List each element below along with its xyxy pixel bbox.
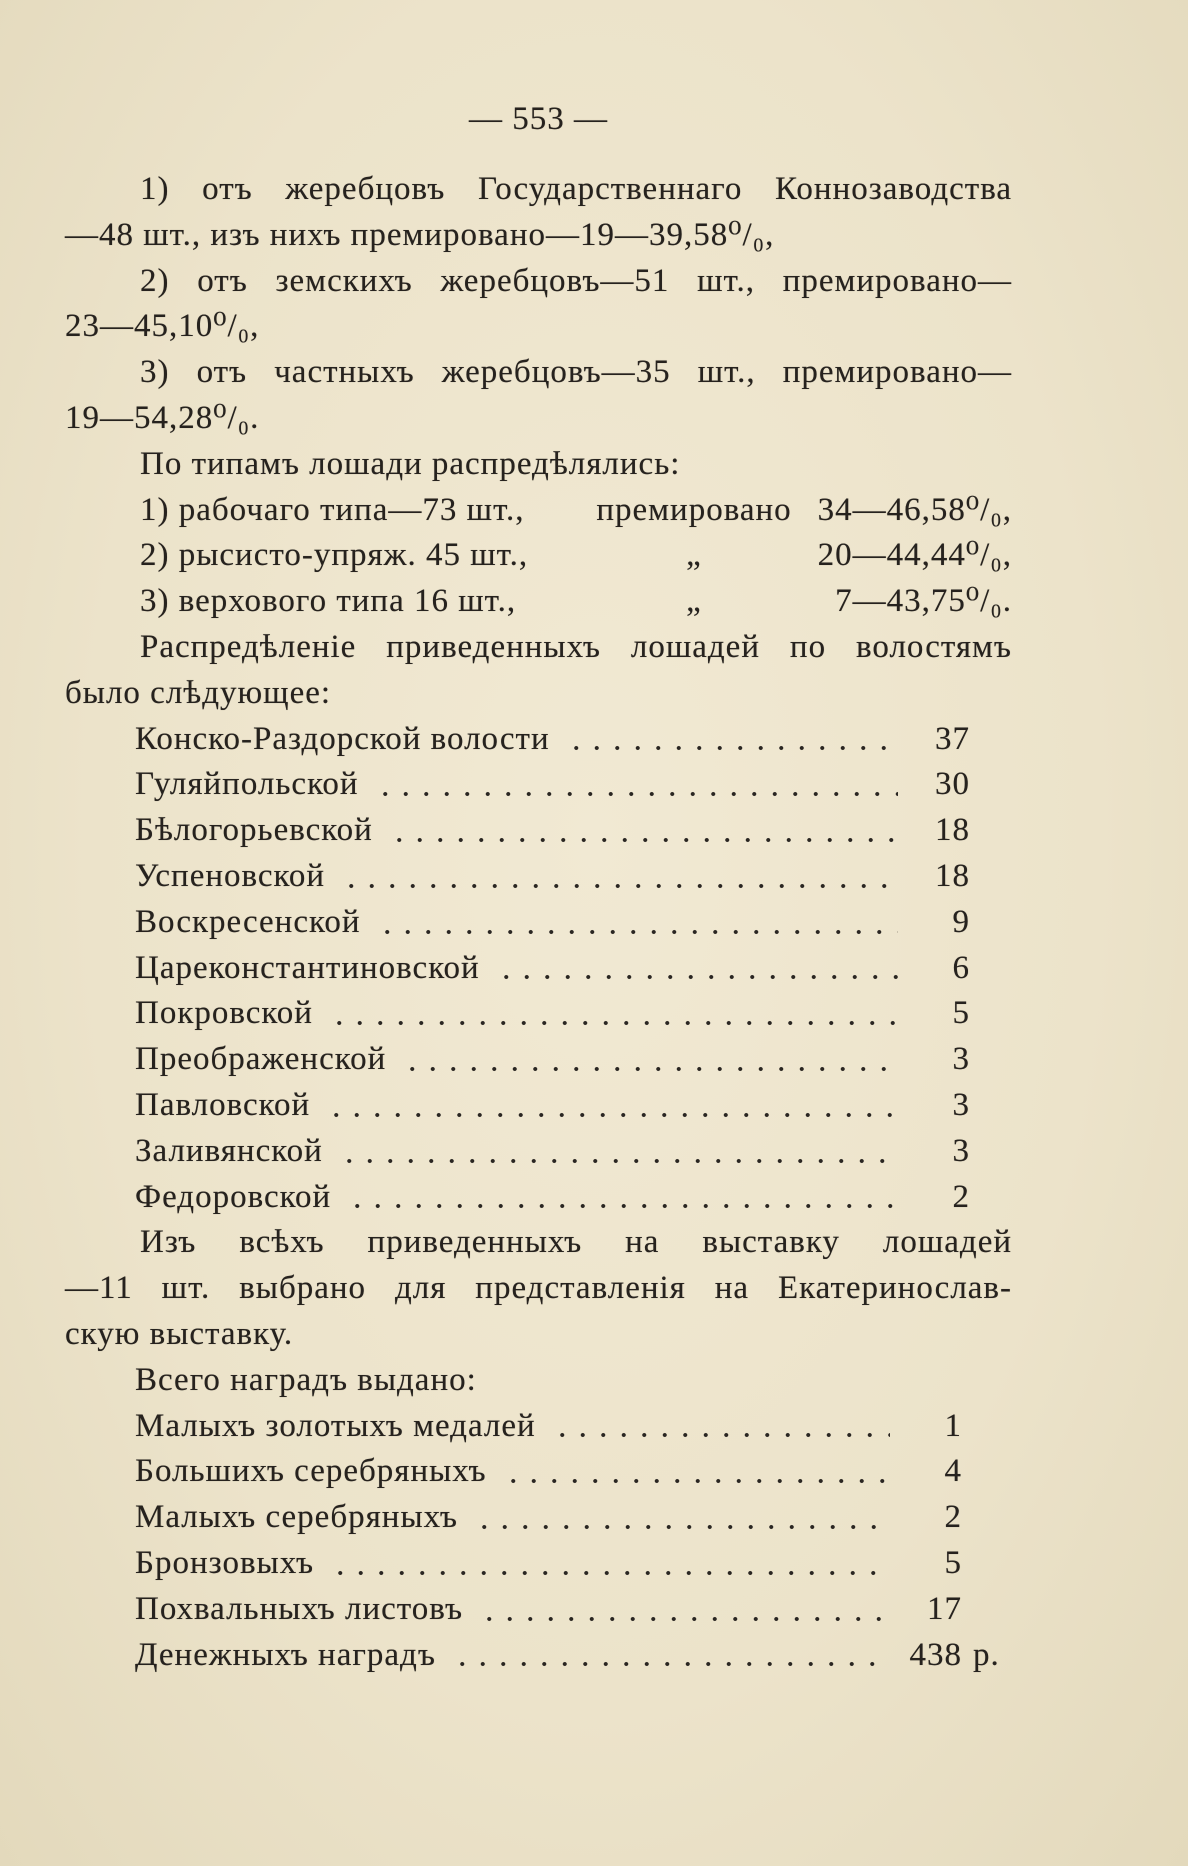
types-row-label: 3) верхового типа 16 шт., <box>140 583 517 620</box>
dot-leader <box>343 1175 898 1221</box>
types-row-label: 2) рысисто-упряж. 45 шт., <box>140 537 529 574</box>
dot-leader <box>562 717 898 763</box>
award-count: 4 <box>944 1453 962 1490</box>
volost-count: 9 <box>952 903 970 940</box>
award-amount <box>890 1633 1000 1679</box>
volost-name: Павловской <box>135 1086 311 1123</box>
page-body <box>65 167 1012 1678</box>
currency-unit: р. <box>973 1636 1000 1673</box>
types-row-ditto-mark: „ <box>686 537 702 574</box>
types-row-middle: премировано <box>596 491 792 528</box>
volost-count: 5 <box>952 995 970 1032</box>
dot-leader <box>385 808 898 854</box>
volost-name: Федоровской <box>135 1178 332 1215</box>
volost-name: Покровской <box>135 995 313 1032</box>
dot-leader <box>335 1129 898 1175</box>
stallions-1-line1: 1) отъ жеребцовъ Государственнаго Коннозаводства <box>140 171 1012 207</box>
award-count: 438 <box>909 1636 962 1673</box>
types-row-label: 1) рабочаго типа—73 шт., <box>140 491 525 528</box>
dot-leader <box>499 1449 890 1495</box>
dot-leader <box>322 1083 898 1129</box>
volost-count: 3 <box>952 1132 970 1169</box>
selection-line1: Изъ всѣхъ приведенныхъ на выставку лошадей <box>140 1224 1012 1261</box>
dot-leader <box>470 1495 890 1541</box>
award-name: Похвальныхъ листовъ <box>135 1590 464 1627</box>
award-count: 2 <box>944 1499 962 1536</box>
volost-name: Гуляйпольской <box>135 766 359 803</box>
volost-name: Цареконстантиновской <box>135 949 480 986</box>
volost-row <box>135 808 970 854</box>
award-name: Малыхъ золотыхъ медалей <box>135 1407 536 1444</box>
award-name: Бронзовыхъ <box>135 1544 315 1581</box>
types-row-value: 7—43,75⁰/₀. <box>835 583 1012 620</box>
dot-leader <box>326 1541 890 1587</box>
selection-line3: скую выставку. <box>65 1315 294 1352</box>
volost-row <box>135 900 970 946</box>
volost-count: 2 <box>952 1178 970 1215</box>
page-number: — 553 — <box>469 101 608 137</box>
volost-row <box>135 1175 970 1221</box>
selection-line2: —11 шт. выбрано для представленія на Екатеринослав- <box>65 1270 1012 1307</box>
types-heading: По типамъ лошади распредѣлялись: <box>140 445 681 482</box>
award-name: Малыхъ серебряныхъ <box>135 1499 458 1536</box>
volost-list <box>65 717 1012 1221</box>
volost-count: 3 <box>952 1041 970 1078</box>
volost-name: Воскресенской <box>135 903 361 940</box>
volost-count: 30 <box>935 766 970 803</box>
volost-name: Конско-Раздорской волости <box>135 720 550 757</box>
stallions-2-line2: 23—45,10⁰/₀, <box>65 308 260 345</box>
volosts-intro-line1: Распредѣленіе приведенныхъ лошадей по волостямъ <box>140 628 1012 665</box>
volost-row <box>135 854 970 900</box>
award-count: 17 <box>927 1590 962 1627</box>
award-row <box>135 1587 962 1633</box>
dot-leader <box>475 1587 890 1633</box>
awards-heading: Всего наградъ выдано: <box>135 1361 477 1398</box>
volost-name: Успеновской <box>135 857 326 894</box>
stallions-1-line2: —48 шт., изъ нихъ премировано—19—39,58⁰/₀, <box>65 216 775 253</box>
volost-name: Бѣлогорьевской <box>135 812 373 849</box>
dot-leader <box>371 762 898 808</box>
volost-row <box>135 717 970 763</box>
volosts-intro-line2: было слѣдующее: <box>65 674 332 711</box>
volost-count: 37 <box>935 720 970 757</box>
types-row-value: 34—46,58⁰/₀, <box>817 491 1012 528</box>
dot-leader <box>337 854 898 900</box>
dot-leader <box>325 991 898 1037</box>
award-row <box>135 1404 962 1450</box>
dot-leader <box>448 1633 890 1679</box>
types-row <box>65 488 1012 534</box>
volost-row <box>135 1083 970 1129</box>
award-row <box>135 1541 962 1587</box>
awards-list <box>65 1404 1012 1679</box>
award-row <box>135 1495 962 1541</box>
volost-name: Заливянской <box>135 1132 323 1169</box>
volost-row <box>135 946 970 992</box>
stallions-3-line2: 19—54,28⁰/₀. <box>65 399 260 436</box>
volost-row <box>135 1037 970 1083</box>
volost-row <box>135 1129 970 1175</box>
dot-leader <box>492 946 898 992</box>
award-name: Денежныхъ наградъ <box>135 1636 436 1673</box>
stallions-2-line1: 2) отъ земскихъ жеребцовъ—51 шт., премировано— <box>140 262 1012 299</box>
types-row <box>65 533 1012 579</box>
types-row-value: 20—44,44⁰/₀, <box>817 537 1012 574</box>
volost-row <box>135 991 970 1037</box>
award-name: Большихъ серебряныхъ <box>135 1453 487 1490</box>
volost-count: 3 <box>952 1086 970 1123</box>
volost-count: 18 <box>935 812 970 849</box>
award-count: 5 <box>944 1544 962 1581</box>
dot-leader <box>548 1404 890 1450</box>
types-row <box>65 579 1012 625</box>
award-row <box>135 1633 1000 1679</box>
volost-count: 6 <box>952 949 970 986</box>
types-row-ditto-mark: „ <box>686 583 702 620</box>
dot-leader <box>398 1037 898 1083</box>
volost-count: 18 <box>935 857 970 894</box>
dot-leader <box>373 900 898 946</box>
award-row <box>135 1449 962 1495</box>
volost-name: Преображенской <box>135 1041 387 1078</box>
volost-row <box>135 762 970 808</box>
stallions-3-line1: 3) отъ частныхъ жеребцовъ—35 шт., премировано— <box>140 354 1012 391</box>
award-count: 1 <box>944 1407 962 1444</box>
